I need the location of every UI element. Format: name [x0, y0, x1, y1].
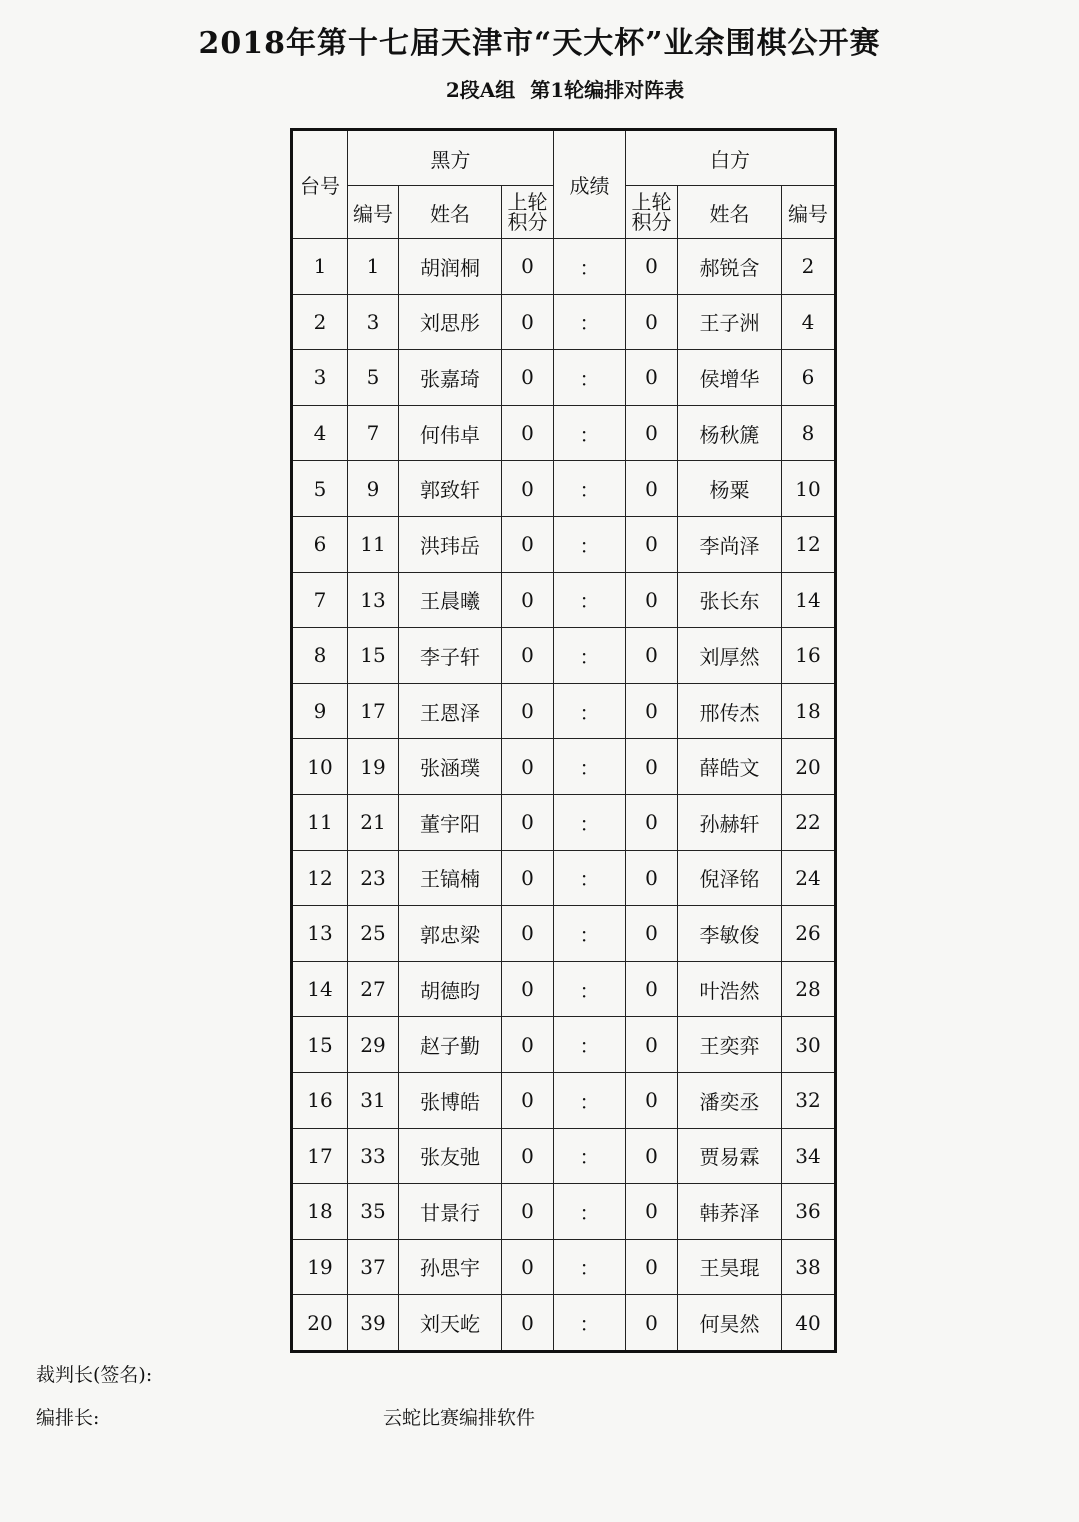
white-number-cell: 28 — [782, 961, 836, 1017]
white-number-cell: 36 — [782, 1184, 836, 1240]
white-number-cell: 40 — [782, 1295, 836, 1352]
white-number-cell: 8 — [782, 405, 836, 461]
white-score-cell: 0 — [626, 794, 678, 850]
white-score-cell: 0 — [626, 1128, 678, 1184]
result-cell: ： — [554, 572, 626, 628]
result-cell: ： — [554, 961, 626, 1017]
header-white-score — [626, 186, 678, 239]
header-white-name: 姓名 — [678, 186, 782, 239]
header-row-top — [292, 130, 836, 186]
white-score-cell: 0 — [626, 572, 678, 628]
white-number-cell: 18 — [782, 683, 836, 739]
black-name-cell: 郭致轩 — [399, 461, 502, 517]
black-number-cell: 5 — [348, 350, 399, 406]
black-number-cell: 1 — [348, 239, 399, 295]
white-score-cell: 0 — [626, 1072, 678, 1128]
black-number-cell: 19 — [348, 739, 399, 795]
white-name-cell: 杨粟 — [678, 461, 782, 517]
table-row — [292, 850, 836, 906]
table-number-cell: 20 — [292, 1295, 348, 1352]
black-number-cell: 29 — [348, 1017, 399, 1073]
header-black-score — [502, 186, 554, 239]
result-cell: ： — [554, 1072, 626, 1128]
table-number-cell: 14 — [292, 961, 348, 1017]
table-number-cell: 7 — [292, 572, 348, 628]
table-row — [292, 405, 836, 461]
table-row — [292, 628, 836, 684]
black-score-cell: 0 — [502, 1072, 554, 1128]
white-name-cell: 潘奕丞 — [678, 1072, 782, 1128]
table-row — [292, 1072, 836, 1128]
white-name-cell: 孙赫轩 — [678, 794, 782, 850]
white-number-cell: 4 — [782, 294, 836, 350]
result-cell: ： — [554, 850, 626, 906]
white-number-cell: 16 — [782, 628, 836, 684]
table-row — [292, 294, 836, 350]
black-number-cell: 13 — [348, 572, 399, 628]
result-cell: ： — [554, 628, 626, 684]
table-row — [292, 1017, 836, 1073]
white-name-cell: 贾易霖 — [678, 1128, 782, 1184]
black-score-cell: 0 — [502, 1128, 554, 1184]
black-name-cell: 王镐楠 — [399, 850, 502, 906]
round-label: 第1轮编排对阵表 — [530, 78, 685, 102]
white-name-cell: 何昊然 — [678, 1295, 782, 1352]
score-label-line2: 积分 — [631, 210, 672, 234]
result-cell: ： — [554, 1017, 626, 1073]
white-score-cell: 0 — [626, 294, 678, 350]
black-name-cell: 赵子勤 — [399, 1017, 502, 1073]
table-row — [292, 1239, 836, 1295]
result-cell: ： — [554, 1128, 626, 1184]
table-number-cell: 13 — [292, 906, 348, 962]
black-name-cell: 张涵璞 — [399, 739, 502, 795]
black-name-cell: 孙思宇 — [399, 1239, 502, 1295]
black-score-cell: 0 — [502, 850, 554, 906]
black-number-cell: 17 — [348, 683, 399, 739]
black-score-cell: 0 — [502, 405, 554, 461]
white-score-cell: 0 — [626, 516, 678, 572]
header-result: 成绩 — [554, 130, 626, 239]
black-score-cell: 0 — [502, 739, 554, 795]
white-name-cell: 王子洲 — [678, 294, 782, 350]
header-white-number: 编号 — [782, 186, 836, 239]
white-name-cell: 邢传杰 — [678, 683, 782, 739]
white-name-cell: 王奕弈 — [678, 1017, 782, 1073]
black-score-cell: 0 — [502, 294, 554, 350]
black-number-cell: 35 — [348, 1184, 399, 1240]
black-score-cell: 0 — [502, 628, 554, 684]
black-number-cell: 39 — [348, 1295, 399, 1352]
table-row — [292, 683, 836, 739]
white-score-cell: 0 — [626, 405, 678, 461]
black-score-cell: 0 — [502, 350, 554, 406]
result-cell: ： — [554, 516, 626, 572]
white-score-cell: 0 — [626, 1239, 678, 1295]
document-subtitle — [0, 74, 1079, 103]
white-name-cell: 薛皓文 — [678, 739, 782, 795]
black-score-cell: 0 — [502, 683, 554, 739]
table-row — [292, 906, 836, 962]
white-number-cell: 2 — [782, 239, 836, 295]
black-score-cell: 0 — [502, 961, 554, 1017]
table-row — [292, 961, 836, 1017]
table-row — [292, 1184, 836, 1240]
black-name-cell: 郭忠梁 — [399, 906, 502, 962]
black-name-cell: 王恩泽 — [399, 683, 502, 739]
table-number-cell: 18 — [292, 1184, 348, 1240]
table-row — [292, 572, 836, 628]
white-score-cell: 0 — [626, 850, 678, 906]
table-number-cell: 17 — [292, 1128, 348, 1184]
white-score-cell: 0 — [626, 461, 678, 517]
header-black-name: 姓名 — [399, 186, 502, 239]
black-number-cell: 21 — [348, 794, 399, 850]
header-table-no: 台号 — [292, 130, 348, 239]
black-number-cell: 11 — [348, 516, 399, 572]
white-name-cell: 张长东 — [678, 572, 782, 628]
white-score-cell: 0 — [626, 628, 678, 684]
white-number-cell: 10 — [782, 461, 836, 517]
white-name-cell: 李敏俊 — [678, 906, 782, 962]
black-score-cell: 0 — [502, 794, 554, 850]
black-number-cell: 25 — [348, 906, 399, 962]
black-number-cell: 15 — [348, 628, 399, 684]
black-score-cell: 0 — [502, 461, 554, 517]
black-name-cell: 甘景行 — [399, 1184, 502, 1240]
result-cell: ： — [554, 461, 626, 517]
black-name-cell: 洪玮岳 — [399, 516, 502, 572]
black-score-cell: 0 — [502, 516, 554, 572]
scheduler-label: 编排长: — [36, 1407, 100, 1429]
white-score-cell: 0 — [626, 906, 678, 962]
header-black: 黑方 — [348, 130, 554, 186]
white-number-cell: 38 — [782, 1239, 836, 1295]
white-name-cell: 李尚泽 — [678, 516, 782, 572]
white-number-cell: 12 — [782, 516, 836, 572]
black-number-cell: 7 — [348, 405, 399, 461]
black-name-cell: 董宇阳 — [399, 794, 502, 850]
white-name-cell: 王昊琨 — [678, 1239, 782, 1295]
header-white: 白方 — [626, 130, 836, 186]
black-score-cell: 0 — [502, 1295, 554, 1352]
chief-referee-label: 裁判长(签名): — [36, 1364, 153, 1386]
white-score-cell: 0 — [626, 239, 678, 295]
result-cell: ： — [554, 906, 626, 962]
black-number-cell: 31 — [348, 1072, 399, 1128]
black-number-cell: 3 — [348, 294, 399, 350]
black-name-cell: 王晨曦 — [399, 572, 502, 628]
white-number-cell: 26 — [782, 906, 836, 962]
table-number-cell: 8 — [292, 628, 348, 684]
result-cell: ： — [554, 683, 626, 739]
score-label-line1: 上轮 — [631, 190, 672, 214]
white-score-cell: 0 — [626, 1017, 678, 1073]
black-name-cell: 刘思彤 — [399, 294, 502, 350]
table-number-cell: 11 — [292, 794, 348, 850]
white-number-cell: 14 — [782, 572, 836, 628]
table-number-cell: 12 — [292, 850, 348, 906]
black-score-cell: 0 — [502, 906, 554, 962]
white-name-cell: 杨秋篪 — [678, 405, 782, 461]
group-label: 2段A组 — [445, 78, 516, 102]
black-name-cell: 张嘉琦 — [399, 350, 502, 406]
result-cell: ： — [554, 1184, 626, 1240]
table-row — [292, 516, 836, 572]
white-number-cell: 30 — [782, 1017, 836, 1073]
pairing-table — [290, 128, 837, 1353]
white-number-cell: 24 — [782, 850, 836, 906]
table-row — [292, 350, 836, 406]
result-cell: ： — [554, 405, 626, 461]
white-score-cell: 0 — [626, 961, 678, 1017]
result-cell: ： — [554, 294, 626, 350]
black-number-cell: 37 — [348, 1239, 399, 1295]
table-row — [292, 1295, 836, 1352]
black-number-cell: 9 — [348, 461, 399, 517]
header-black-number: 编号 — [348, 186, 399, 239]
table-number-cell: 19 — [292, 1239, 348, 1295]
result-cell: ： — [554, 739, 626, 795]
black-name-cell: 胡德昀 — [399, 961, 502, 1017]
black-number-cell: 27 — [348, 961, 399, 1017]
black-score-cell: 0 — [502, 1239, 554, 1295]
table-row — [292, 461, 836, 517]
table-row — [292, 794, 836, 850]
white-score-cell: 0 — [626, 683, 678, 739]
table-number-cell: 3 — [292, 350, 348, 406]
score-label-line2: 积分 — [507, 210, 548, 234]
table-number-cell: 10 — [292, 739, 348, 795]
black-score-cell: 0 — [502, 1184, 554, 1240]
black-number-cell: 33 — [348, 1128, 399, 1184]
white-number-cell: 6 — [782, 350, 836, 406]
black-name-cell: 李子轩 — [399, 628, 502, 684]
result-cell: ： — [554, 350, 626, 406]
software-label: 云蛇比赛编排软件 — [383, 1407, 536, 1429]
white-name-cell: 叶浩然 — [678, 961, 782, 1017]
white-name-cell: 侯增华 — [678, 350, 782, 406]
white-name-cell: 郝锐含 — [678, 239, 782, 295]
result-cell: ： — [554, 239, 626, 295]
table-number-cell: 5 — [292, 461, 348, 517]
table-number-cell: 2 — [292, 294, 348, 350]
white-name-cell: 韩荞泽 — [678, 1184, 782, 1240]
black-name-cell: 何伟卓 — [399, 405, 502, 461]
white-number-cell: 32 — [782, 1072, 836, 1128]
table-number-cell: 4 — [292, 405, 348, 461]
white-number-cell: 22 — [782, 794, 836, 850]
table-number-cell: 15 — [292, 1017, 348, 1073]
score-label-line1: 上轮 — [507, 190, 548, 214]
black-name-cell: 刘天屹 — [399, 1295, 502, 1352]
document-title: 2018年第十七届天津市“天大杯”业余围棋公开赛 — [198, 26, 881, 61]
white-score-cell: 0 — [626, 739, 678, 795]
result-cell: ： — [554, 794, 626, 850]
white-number-cell: 34 — [782, 1128, 836, 1184]
table-number-cell: 9 — [292, 683, 348, 739]
black-score-cell: 0 — [502, 1017, 554, 1073]
black-name-cell: 胡润桐 — [399, 239, 502, 295]
result-cell: ： — [554, 1239, 626, 1295]
table-row — [292, 1128, 836, 1184]
white-name-cell: 刘厚然 — [678, 628, 782, 684]
black-score-cell: 0 — [502, 572, 554, 628]
white-score-cell: 0 — [626, 350, 678, 406]
table-row — [292, 239, 836, 295]
white-score-cell: 0 — [626, 1295, 678, 1352]
black-name-cell: 张友弛 — [399, 1128, 502, 1184]
result-cell: ： — [554, 1295, 626, 1352]
white-number-cell: 20 — [782, 739, 836, 795]
table-number-cell: 16 — [292, 1072, 348, 1128]
white-name-cell: 倪泽铭 — [678, 850, 782, 906]
black-name-cell: 张博皓 — [399, 1072, 502, 1128]
black-number-cell: 23 — [348, 850, 399, 906]
table-number-cell: 6 — [292, 516, 348, 572]
black-score-cell: 0 — [502, 239, 554, 295]
white-score-cell: 0 — [626, 1184, 678, 1240]
table-number-cell: 1 — [292, 239, 348, 295]
table-row — [292, 739, 836, 795]
